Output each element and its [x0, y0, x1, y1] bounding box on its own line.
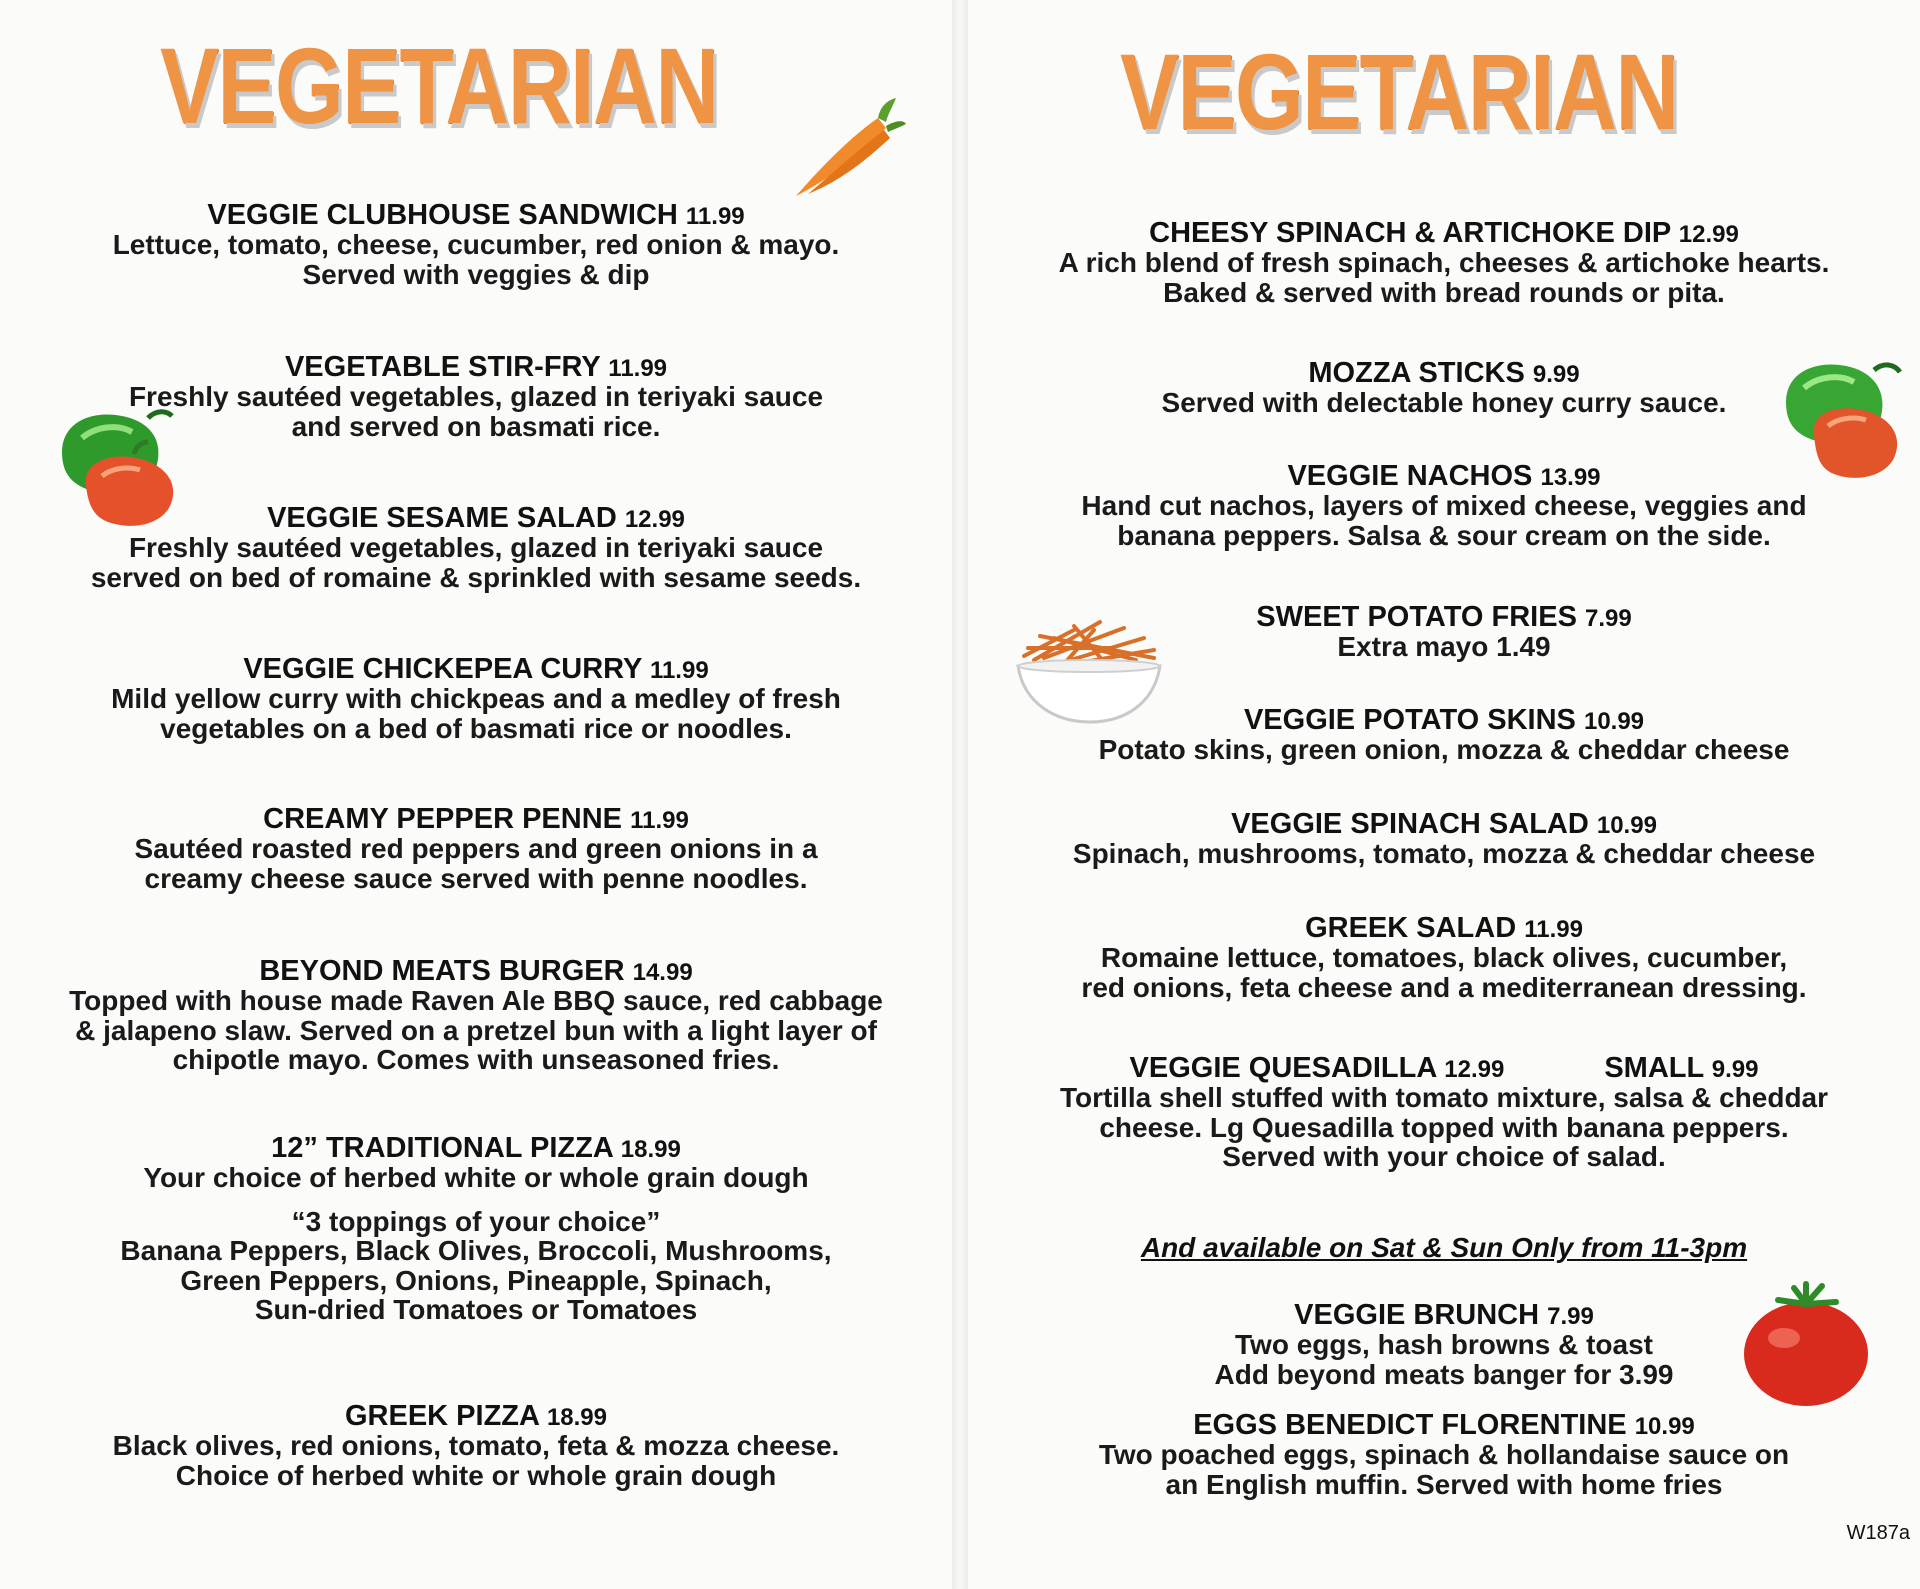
item-desc: and served on basmati rice.	[291, 410, 661, 442]
item-price: 12.99	[1444, 1056, 1505, 1083]
item-price: 13.99	[1540, 464, 1601, 491]
item-price: 11.99	[649, 657, 709, 684]
item-name: VEGGIE NACHOS	[1287, 460, 1533, 492]
menu-item-traditional-pizza	[0, 1133, 952, 1324]
item-price: 7.99	[1547, 1303, 1594, 1330]
item-name: VEGGIE CHICKEPEA CURRY	[243, 653, 642, 685]
item-desc: Spinach, mushrooms, tomato, mozza & cheddar cheese	[1072, 838, 1816, 870]
item-desc: Choice of herbed white or whole grain dough	[175, 1459, 777, 1491]
item-price: 18.99	[620, 1136, 681, 1163]
item-price: 10.99	[1596, 812, 1657, 839]
item-name: GREEK PIZZA	[344, 1400, 539, 1432]
item-desc: Served with your choice of salad.	[1222, 1141, 1666, 1173]
item-desc: Potato skins, green onion, mozza & cheddar cheese	[1098, 734, 1790, 766]
item-price: 11.99	[1524, 916, 1583, 943]
item-name: BEYOND MEATS BURGER	[259, 955, 625, 987]
item-desc: Add beyond meats banger for 3.99	[1214, 1358, 1674, 1390]
pizza-topping-list: Banana Peppers, Black Olives, Broccoli, Mushrooms,	[120, 1235, 832, 1267]
item-name: VEGGIE CLUBHOUSE SANDWICH	[207, 199, 678, 231]
item-name: VEGGIE SESAME SALAD	[267, 502, 617, 534]
item-name: MOZZA STICKS	[1308, 357, 1525, 389]
item-price: 11.99	[630, 807, 689, 834]
item-desc: served on bed of romaine & sprinkled with sesame seeds.	[90, 561, 862, 593]
item-price: 11.99	[685, 203, 745, 230]
item-name: VEGGIE BRUNCH	[1294, 1299, 1540, 1331]
item-name: GREEK SALAD	[1305, 912, 1517, 944]
small-label: SMALL	[1604, 1052, 1704, 1084]
item-name: SWEET POTATO FRIES	[1256, 601, 1577, 633]
left-heading: VEGETARIAN	[160, 25, 718, 146]
fries-bowl-icon	[1004, 608, 1174, 728]
pizza-topping-list: Green Peppers, Onions, Pineapple, Spinach,	[180, 1264, 772, 1296]
item-price: 10.99	[1634, 1413, 1695, 1440]
item-desc: Served with delectable honey curry sauce.	[1161, 387, 1727, 419]
menu-item-creamy-pepper-penne	[0, 804, 952, 893]
item-desc: Sautéed roasted red peppers and green onions in a	[134, 833, 818, 865]
item-price: 12.99	[624, 506, 685, 533]
item-price: 9.99	[1532, 361, 1580, 388]
menu-item-veggie-spinach-salad	[968, 809, 1920, 869]
pizza-toppings-heading: “3 toppings of your choice”	[291, 1205, 661, 1237]
item-price: 14.99	[632, 959, 693, 986]
item-desc: Tortilla shell stuffed with tomato mixture, salsa & cheddar	[1059, 1082, 1829, 1114]
item-name: VEGGIE SPINACH SALAD	[1231, 808, 1589, 840]
item-desc: Black olives, red onions, tomato, feta & mozza cheese.	[112, 1430, 840, 1462]
tomato-icon	[1738, 1280, 1874, 1408]
item-desc: Lettuce, tomato, cheese, cucumber, red onion & mayo.	[112, 229, 840, 261]
item-desc: an English muffin. Served with home fries	[1165, 1468, 1723, 1500]
menu-item-spinach-artichoke-dip	[968, 218, 1920, 307]
item-desc: Freshly sautéed vegetables, glazed in teriyaki sauce	[128, 532, 824, 564]
item-desc: chipotle mayo. Comes with unseasoned fries.	[172, 1044, 780, 1076]
menu-item-veggie-chickepea-curry	[0, 654, 952, 743]
item-desc: banana peppers. Salsa & sour cream on the side.	[1117, 519, 1771, 551]
item-name: 12” TRADITIONAL PIZZA	[271, 1132, 613, 1164]
pepper-icon	[52, 402, 188, 532]
pizza-topping-list: Sun-dried Tomatoes or Tomatoes	[254, 1294, 698, 1325]
item-desc: Baked & served with bread rounds or pita.	[1163, 276, 1725, 308]
menu-item-beyond-meats-burger	[0, 956, 952, 1075]
item-desc: A rich blend of fresh spinach, cheeses & artichoke hearts.	[1058, 247, 1830, 279]
item-desc: cheese. Lg Quesadilla topped with banana peppers.	[1099, 1111, 1789, 1143]
item-price: 12.99	[1678, 221, 1739, 248]
item-price: 11.99	[608, 355, 668, 382]
item-desc: vegetables on a bed of basmati rice or noodles.	[160, 712, 792, 744]
pepper-icon	[1774, 354, 1910, 484]
item-name: CREAMY PEPPER PENNE	[263, 803, 623, 835]
carrot-icon	[792, 96, 908, 200]
item-name: VEGETABLE STIR-FRY	[284, 351, 601, 383]
page-fold	[952, 0, 968, 1589]
item-name: VEGGIE POTATO SKINS	[1243, 704, 1576, 736]
item-desc: Freshly sautéed vegetables, glazed in teriyaki sauce	[128, 381, 824, 413]
right-heading: VEGETARIAN	[1120, 31, 1678, 152]
menu-code: W187a	[1846, 1522, 1910, 1544]
item-desc: Served with veggies & dip	[302, 258, 650, 290]
item-desc: Mild yellow curry with chickpeas and a medley of fresh	[111, 683, 841, 715]
item-name: VEGGIE QUESADILLA	[1129, 1052, 1437, 1084]
item-desc: Two eggs, hash browns & toast	[1235, 1329, 1653, 1361]
item-desc: red onions, feta cheese and a mediterranean dressing.	[1081, 971, 1807, 1003]
menu-item-eggs-benedict-florentine	[968, 1410, 1920, 1499]
item-name: EGGS BENEDICT FLORENTINE	[1193, 1409, 1627, 1441]
small-price: 9.99	[1711, 1056, 1759, 1083]
item-desc: Your choice of herbed white or whole grain dough	[143, 1162, 809, 1194]
item-desc: Topped with house made Raven Ale BBQ sauce, red cabbage	[69, 985, 883, 1017]
item-desc: Hand cut nachos, layers of mixed cheese, veggies and	[1081, 490, 1807, 522]
menu-item-greek-pizza	[0, 1401, 952, 1490]
item-desc: creamy cheese sauce served with penne noodles.	[144, 862, 808, 894]
menu-item-greek-salad	[968, 913, 1920, 1002]
item-name: CHEESY SPINACH & ARTICHOKE DIP	[1149, 217, 1671, 249]
item-desc: Extra mayo 1.49	[1337, 631, 1551, 663]
item-desc: Two poached eggs, spinach & hollandaise sauce on	[1098, 1439, 1790, 1471]
weekend-availability-note: And available on Sat & Sun Only from 11-3pm	[1140, 1232, 1748, 1263]
item-desc: & jalapeno slaw. Served on a pretzel bun with a light layer of	[75, 1014, 877, 1046]
menu-item-veggie-quesadilla	[968, 1053, 1920, 1172]
item-price: 10.99	[1583, 708, 1645, 735]
item-price: 18.99	[546, 1404, 607, 1431]
item-price: 7.99	[1584, 605, 1632, 632]
menu-item-veggie-clubhouse	[0, 200, 952, 289]
item-desc: Romaine lettuce, tomatoes, black olives, cucumber,	[1100, 942, 1788, 974]
